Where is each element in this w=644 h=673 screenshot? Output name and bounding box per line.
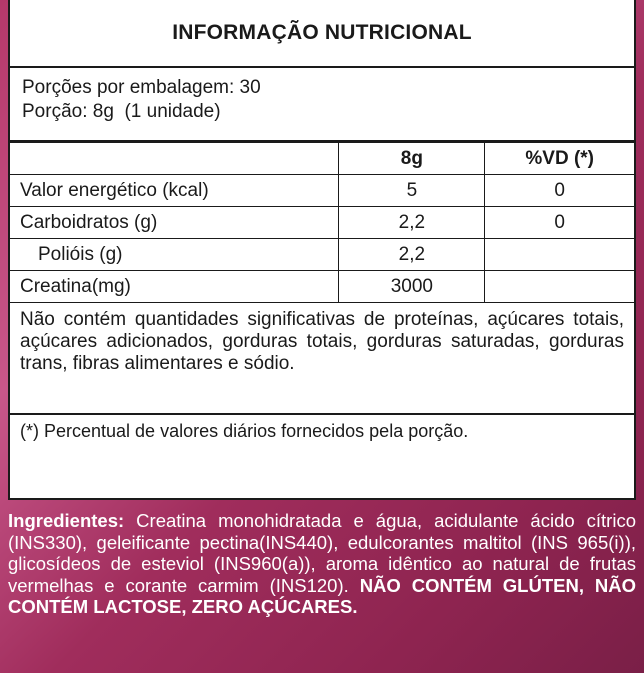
header-cell: %VD (*) — [485, 143, 634, 175]
nutrient-amount: 2,2 — [339, 239, 485, 271]
portions-block — [10, 68, 634, 143]
ingredients-text — [8, 510, 636, 618]
nutrient-amount: 3000 — [339, 271, 485, 303]
nutrition-table — [10, 143, 634, 303]
header-cell — [10, 143, 339, 175]
dv-footnote: (*) Percentual de valores diários fornecidos pela porção. — [20, 421, 469, 441]
nutrient-name: Carboidratos (g) — [10, 207, 339, 239]
nutrient-dv: 0 — [485, 207, 634, 239]
table-row — [10, 175, 634, 207]
table-row — [10, 271, 634, 303]
panel-title: INFORMAÇÃO NUTRICIONAL — [10, 0, 634, 68]
nutrition-facts-panel — [8, 0, 636, 500]
portion-size: Porção: 8g (1 unidade) — [22, 101, 221, 122]
ingredients-label: Ingredientes: — [8, 510, 125, 531]
nutrient-name: Valor energético (kcal) — [10, 175, 339, 207]
nutrient-name: Polióis (g) — [10, 239, 339, 271]
table-header-row — [10, 143, 634, 175]
ingredients-list: Creatina monohidratada e água, acidulante ácido cítrico (INS330), geleificante pectina(INS440), edulcorantes maltitol (INS 965(i)), glicosídeos de esteviol (INS960(a)), aroma idêntico ao natural de frutas vermelhas e corante carmim (INS120). — [8, 510, 636, 596]
nutrient-amount: 2,2 — [339, 207, 485, 239]
allergen-warning: NÃO CONTÉM GLÚTEN, NÃO CONTÉM LACTOSE, ZERO AÇÚCARES. — [8, 574, 636, 617]
header-cell: 8g — [339, 143, 485, 175]
nutrient-name: Creatina(mg) — [10, 271, 339, 303]
nutrient-dv: 0 — [485, 175, 634, 207]
nutrient-dv — [485, 239, 634, 271]
table-row — [10, 239, 634, 271]
table-row — [10, 207, 634, 239]
nutrient-dv — [485, 271, 634, 303]
portions-per-package: Porções por embalagem: 30 — [22, 77, 261, 98]
not-significant-note: Não contém quantidades significativas de proteínas, açúcares totais, açúcares adicionados, gorduras totais, gorduras saturadas, gorduras trans, fibras alimentares e sódio. — [10, 303, 634, 415]
nutrient-amount: 5 — [339, 175, 485, 207]
